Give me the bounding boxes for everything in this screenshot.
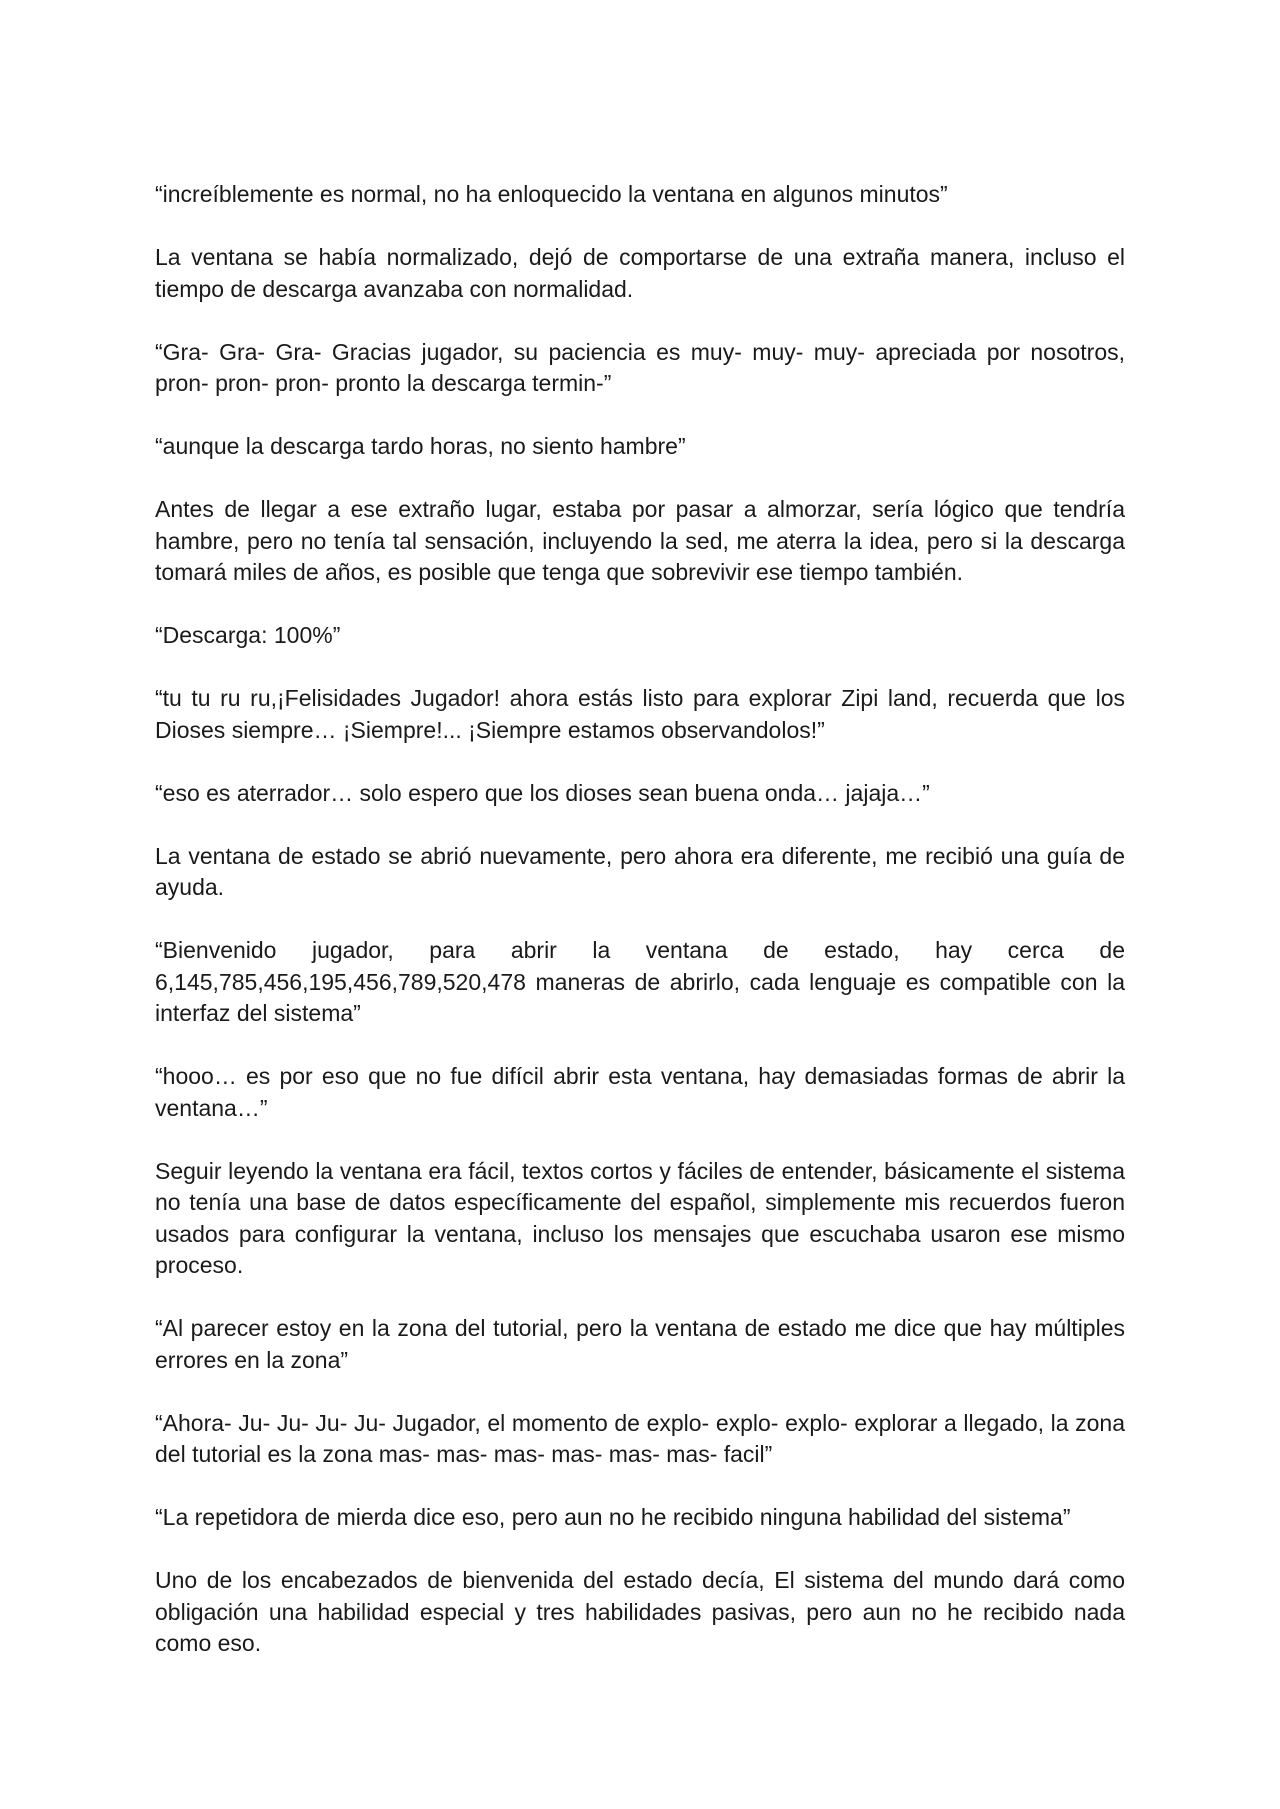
document-page [155,179,1125,1691]
paragraph-13: “Al parecer estoy en la zona del tutorial, pero la ventana de estado me dice que hay múltiples errores en la zona” [155,1315,1125,1373]
paragraph-10: “Bienvenido jugador, para abrir la ventana de estado, hay cerca de 6,145,785,456,195,456,789,520,478 maneras de abrirlo, cada lenguaje es compatible con la interfaz del sistema” [155,937,1125,1026]
paragraph-5: Antes de llegar a ese extraño lugar, estaba por pasar a almorzar, sería lógico que tendría hambre, pero no tenía tal sensación, incluyendo la sed, me aterra la idea, pero si la descarga tomará miles de años, es posible que tenga que sobrevivir ese tiempo también. [155,496,1125,585]
paragraph-14: “Ahora- Ju- Ju- Ju- Ju- Jugador, el momento de explo- explo- explo- explorar a llegado, la zona del tutorial es la zona mas- mas- mas- mas- mas- mas- facil” [155,1409,1125,1467]
paragraph-12: Seguir leyendo la ventana era fácil, textos cortos y fáciles de entender, básicamente el sistema no tenía una base de datos específicamente del español, simplemente mis recuerdos fueron usados para configurar la ventana, incluso los mensajes que escuchaba usaron ese mismo proceso. [155,1157,1125,1278]
paragraph-16: Uno de los encabezados de bienvenida del estado decía, El sistema del mundo dará como obligación una habilidad especial y tres habilidades pasivas, pero aun no he recibido nada como eso. [155,1567,1125,1656]
paragraph-8: “eso es aterrador… solo espero que los dioses sean buena onda… jajaja…” [155,779,930,806]
paragraph-11: “hooo… es por eso que no fue difícil abrir esta ventana, hay demasiadas formas de abrir la ventana…” [155,1063,1125,1121]
paragraph-7: “tu tu ru ru,¡Felisidades Jugador! ahora estás listo para explorar Zipi land, recuerda que los Dioses siempre… ¡Siempre!... ¡Siempre estamos observandolos!” [155,685,1125,743]
paragraph-4: “aunque la descarga tardo horas, no siento hambre” [155,433,686,459]
paragraph-9: La ventana de estado se abrió nuevamente, pero ahora era diferente, me recibió una guía de ayuda. [155,842,1125,900]
paragraph-3: “Gra- Gra- Gra- Gracias jugador, su paciencia es muy- muy- muy- apreciada por nosotros, pron- pron- pron- pronto la descarga termin-” [155,338,1125,396]
paragraph-1: “increíblemente es normal, no ha enloquecido la ventana en algunos minutos” [155,181,948,207]
paragraph-15: “La repetidora de mierda dice eso, pero aun no he recibido ninguna habilidad del sistema” [155,1504,1071,1530]
paragraph-2: La ventana se había normalizado, dejó de comportarse de una extraña manera, incluso el tiempo de descarga avanzaba con normalidad. [155,244,1125,302]
paragraph-6: “Descarga: 100%” [155,622,341,648]
